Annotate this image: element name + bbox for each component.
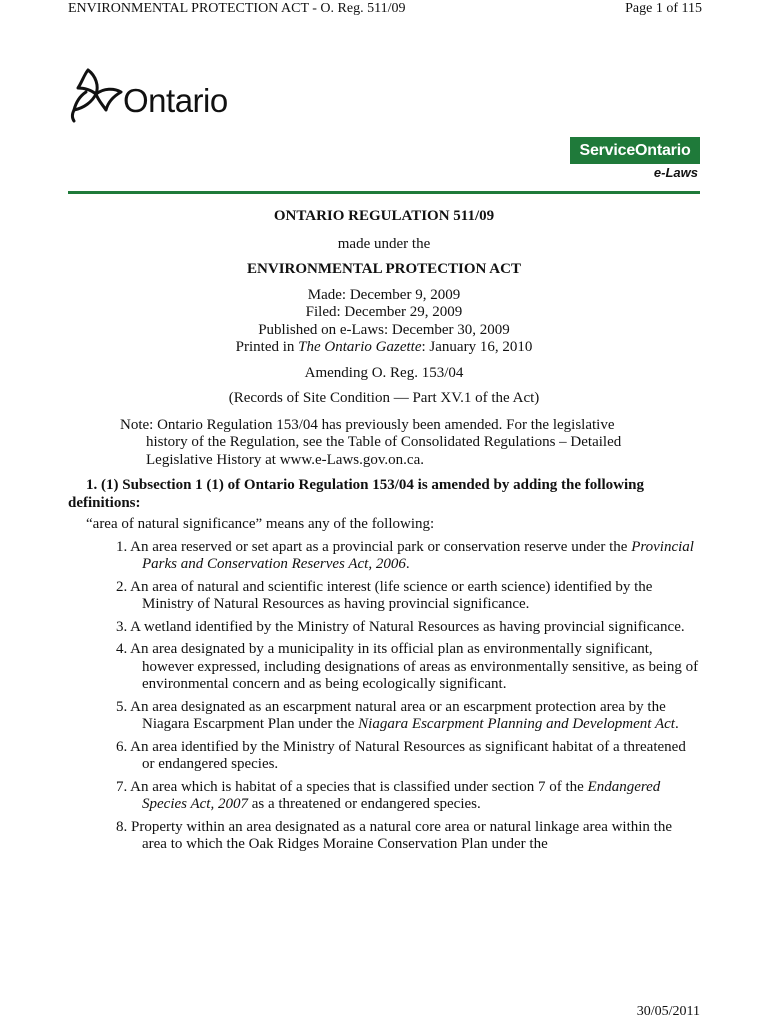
footer-date: 30/05/2011	[636, 1004, 700, 1019]
list-item: 1. An area reserved or set apart as a provincial park or conservation reserve under the Provincial Parks and Conservation Reserves Act, 2006.	[116, 538, 694, 572]
filed-date: Filed: December 29, 2009	[305, 304, 463, 320]
ontario-wordmark: Ontario	[123, 82, 228, 119]
made-under: made under the	[337, 235, 431, 252]
list-item: 5. An area designated as an escarpment natural area or an escarpment protection area by the Niagara Escarpment Plan under the Niagara Escarpment Planning and Development Act.	[116, 698, 679, 732]
header-title: ENVIRONMENTAL PROTECTION ACT - O. Reg. 511/09	[68, 1, 406, 16]
published-date: Published on e-Laws: December 30, 2009	[258, 321, 510, 338]
header-divider	[68, 191, 700, 194]
list-item: 4. An area designated by a municipality in its official plan as environmentally significant, however expressed, including designations of areas as environmentally sensitive, as being of environmental concern and as being ecologically significant.	[116, 641, 699, 692]
list-item: 6. An area identified by the Ministry of Natural Resources as significant habitat of a threatened or endangered species.	[116, 738, 686, 772]
act-title: ENVIRONMENTAL PROTECTION ACT	[247, 261, 521, 277]
list-item: 2. An area of natural and scientific interest (life science or earth science) identified by the Ministry of Natural Resources as having provincial significance.	[116, 578, 653, 612]
list-item: 3. A wetland identified by the Ministry of Natural Resources as having provincial significance.	[116, 618, 685, 635]
amending-line: Amending O. Reg. 153/04	[304, 364, 464, 381]
regulation-title: ONTARIO REGULATION 511/09	[273, 208, 495, 224]
made-date: Made: December 9, 2009	[307, 286, 461, 303]
history-note: Note: Ontario Regulation 153/04 has previously been amended. For the legislative history of the Regulation, see the Table of Consolidated Regulations – Detailed Legislative History at www.e-Laws.gov.on.ca.	[120, 416, 622, 468]
definition-intro: “area of natural significance” means any of the following:	[86, 516, 435, 532]
section-1-heading: 1. (1) Subsection 1 (1) of Ontario Regulation 153/04 is amended by adding the following definitions:	[68, 477, 644, 511]
list-item: 7. An area which is habitat of a species that is classified under section 7 of the Endangered Species Act, 2007 as a threatened or endangered species.	[116, 778, 661, 812]
printed-date: Printed in The Ontario Gazette: January 16, 2010	[235, 339, 533, 355]
dates-block	[68, 287, 700, 357]
service-ontario-badge: ServiceOntario	[570, 137, 700, 164]
records-line: (Records of Site Condition — Part XV.1 of the Act)	[228, 390, 540, 406]
page-header	[68, 0, 702, 20]
ontario-logo	[66, 66, 256, 126]
list-item: 8. Property within an area designated as a natural core area or natural linkage area within the area to which the Oak Ridges Moraine Conservation Plan under the	[116, 818, 673, 852]
gazette-name: The Ontario Gazette	[298, 339, 422, 355]
trillium-icon	[66, 66, 124, 124]
e-laws-label: e-Laws	[653, 165, 698, 180]
page-number: Page 1 of 115	[625, 1, 702, 16]
regulation-body	[68, 208, 700, 859]
definition-list	[68, 539, 700, 854]
